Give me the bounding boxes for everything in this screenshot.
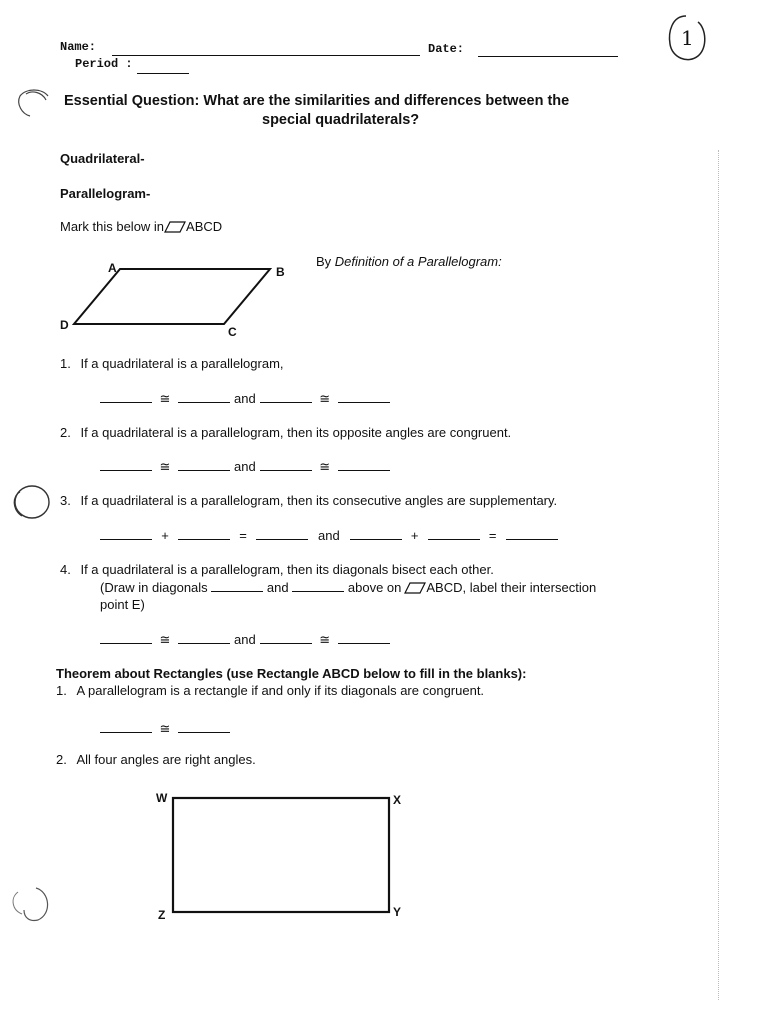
item-number: 4. [60, 562, 71, 577]
blank-field[interactable] [100, 390, 152, 403]
fill-row-5 [100, 720, 230, 737]
fill-row-2 [100, 458, 390, 475]
blank-field[interactable] [338, 631, 390, 644]
item-number: 2. [56, 752, 67, 767]
parallelogram-symbol-icon [164, 221, 186, 233]
item4-details [100, 579, 660, 613]
vertex-label-w: W [156, 791, 168, 805]
margin-circle-3 [6, 884, 54, 929]
blank-field[interactable] [178, 720, 230, 733]
period-field[interactable] [137, 72, 189, 74]
blank-field[interactable] [338, 390, 390, 403]
page-number: 1 [681, 26, 694, 50]
blank-field[interactable] [178, 527, 230, 540]
vertex-label-d: D [60, 318, 69, 332]
vertex-label-b: B [276, 265, 285, 279]
blank-field[interactable] [178, 631, 230, 644]
congruent-symbol: ≅ [159, 459, 171, 474]
date-label: Date: [428, 42, 465, 56]
item-text: All four angles are right angles. [76, 752, 256, 767]
equals-symbol: = [488, 528, 497, 543]
term-parallelogram: Parallelogram- [60, 186, 151, 201]
blank-field[interactable] [260, 458, 312, 471]
item-number: 2. [60, 425, 71, 440]
blank-field[interactable] [506, 527, 558, 540]
blank-field[interactable] [178, 390, 230, 403]
item-text: If a quadrilateral is a parallelogram, then its consecutive angles are supplementary. [80, 493, 558, 508]
parallelogram-abcd-diagram [58, 258, 298, 342]
item-number: 3. [60, 493, 71, 508]
and-word: and [266, 580, 289, 595]
list-item [60, 562, 494, 577]
blank-field[interactable] [256, 527, 308, 540]
and-word: and [234, 459, 256, 474]
and-word: and [234, 632, 256, 647]
hand-circle-icon [8, 482, 52, 522]
above-on-text: above on [347, 580, 402, 595]
term-quadrilateral: Quadrilateral- [60, 151, 145, 166]
blank-field[interactable] [211, 579, 263, 592]
congruent-symbol: ≅ [319, 459, 331, 474]
blank-field[interactable] [338, 458, 390, 471]
congruent-symbol: ≅ [319, 632, 331, 647]
list-item [60, 356, 284, 371]
vertex-label-y: Y [393, 905, 402, 919]
definition-note [316, 254, 502, 269]
mark-instruction-prefix: Mark this below in [60, 219, 165, 234]
list-item [56, 683, 484, 698]
definition-italic: Definition of a Parallelogram: [334, 254, 502, 269]
parallelogram-symbol-icon [404, 582, 426, 594]
name-label: Name: [60, 40, 97, 54]
definition-prefix: By [316, 254, 332, 269]
vertex-label-z: Z [158, 908, 166, 922]
blank-field[interactable] [260, 390, 312, 403]
item-text: If a quadrilateral is a parallelogram, then its opposite angles are congruent. [80, 425, 512, 440]
essential-question [64, 92, 704, 130]
item-text: If a quadrilateral is a parallelogram, then its diagonals bisect each other. [80, 562, 494, 577]
blank-field[interactable] [100, 720, 152, 733]
congruent-symbol: ≅ [319, 391, 331, 406]
fill-row-1 [100, 390, 390, 407]
congruent-symbol: ≅ [159, 391, 171, 406]
scan-edge-line [718, 150, 720, 1000]
mark-instruction-suffix: ABCD [186, 219, 223, 234]
vertex-label-c: C [228, 325, 237, 339]
rectangle-wxyz-diagram [150, 786, 410, 926]
intersection-text: ABCD, label their intersection [426, 580, 597, 595]
congruent-symbol: ≅ [159, 721, 171, 736]
item-number: 1. [60, 356, 71, 371]
hand-circle-icon [6, 884, 54, 924]
hand-circle-icon [14, 86, 54, 120]
blank-field[interactable] [292, 579, 344, 592]
essential-question-line-1: Essential Question: What are the similarities and differences between the [64, 93, 570, 109]
essential-question-line-2: special quadrilaterals? [262, 112, 420, 128]
item-text: A parallelogram is a rectangle if and only if its diagonals are congruent. [76, 683, 485, 698]
margin-circle-1 [14, 86, 54, 125]
blank-field[interactable] [100, 458, 152, 471]
blank-field[interactable] [260, 631, 312, 644]
margin-circle-2 [8, 482, 52, 527]
vertex-label-x: X [393, 793, 402, 807]
list-item [60, 425, 511, 440]
blank-field[interactable] [100, 631, 152, 644]
blank-field[interactable] [178, 458, 230, 471]
blank-field[interactable] [350, 527, 402, 540]
plus-symbol: + [161, 528, 169, 543]
congruent-symbol: ≅ [159, 632, 171, 647]
item-number: 1. [56, 683, 67, 698]
name-field[interactable] [112, 54, 420, 56]
fill-row-3 [100, 527, 558, 543]
period-label: Period : [75, 57, 133, 71]
date-field[interactable] [478, 55, 618, 57]
circled-page-number [664, 12, 710, 66]
rectangle-figure [150, 786, 410, 931]
rectangles-heading: Theorem about Rectangles (use Rectangle ABCD below to fill in the blanks): [56, 666, 527, 681]
vertex-label-a: A [108, 261, 117, 275]
equals-symbol: = [239, 528, 247, 543]
draw-instruction: (Draw in diagonals [100, 580, 208, 595]
and-word: and [234, 391, 256, 406]
and-word: and [318, 528, 340, 543]
blank-field[interactable] [100, 527, 152, 540]
plus-symbol: + [410, 528, 419, 543]
point-e-text: point E) [100, 597, 145, 612]
list-item [60, 493, 557, 508]
fill-row-4 [100, 631, 390, 648]
blank-field[interactable] [428, 527, 480, 540]
mark-instruction [60, 219, 222, 234]
parallelogram-figure [58, 258, 298, 347]
list-item [56, 752, 256, 767]
item-text: If a quadrilateral is a parallelogram, [80, 356, 284, 371]
